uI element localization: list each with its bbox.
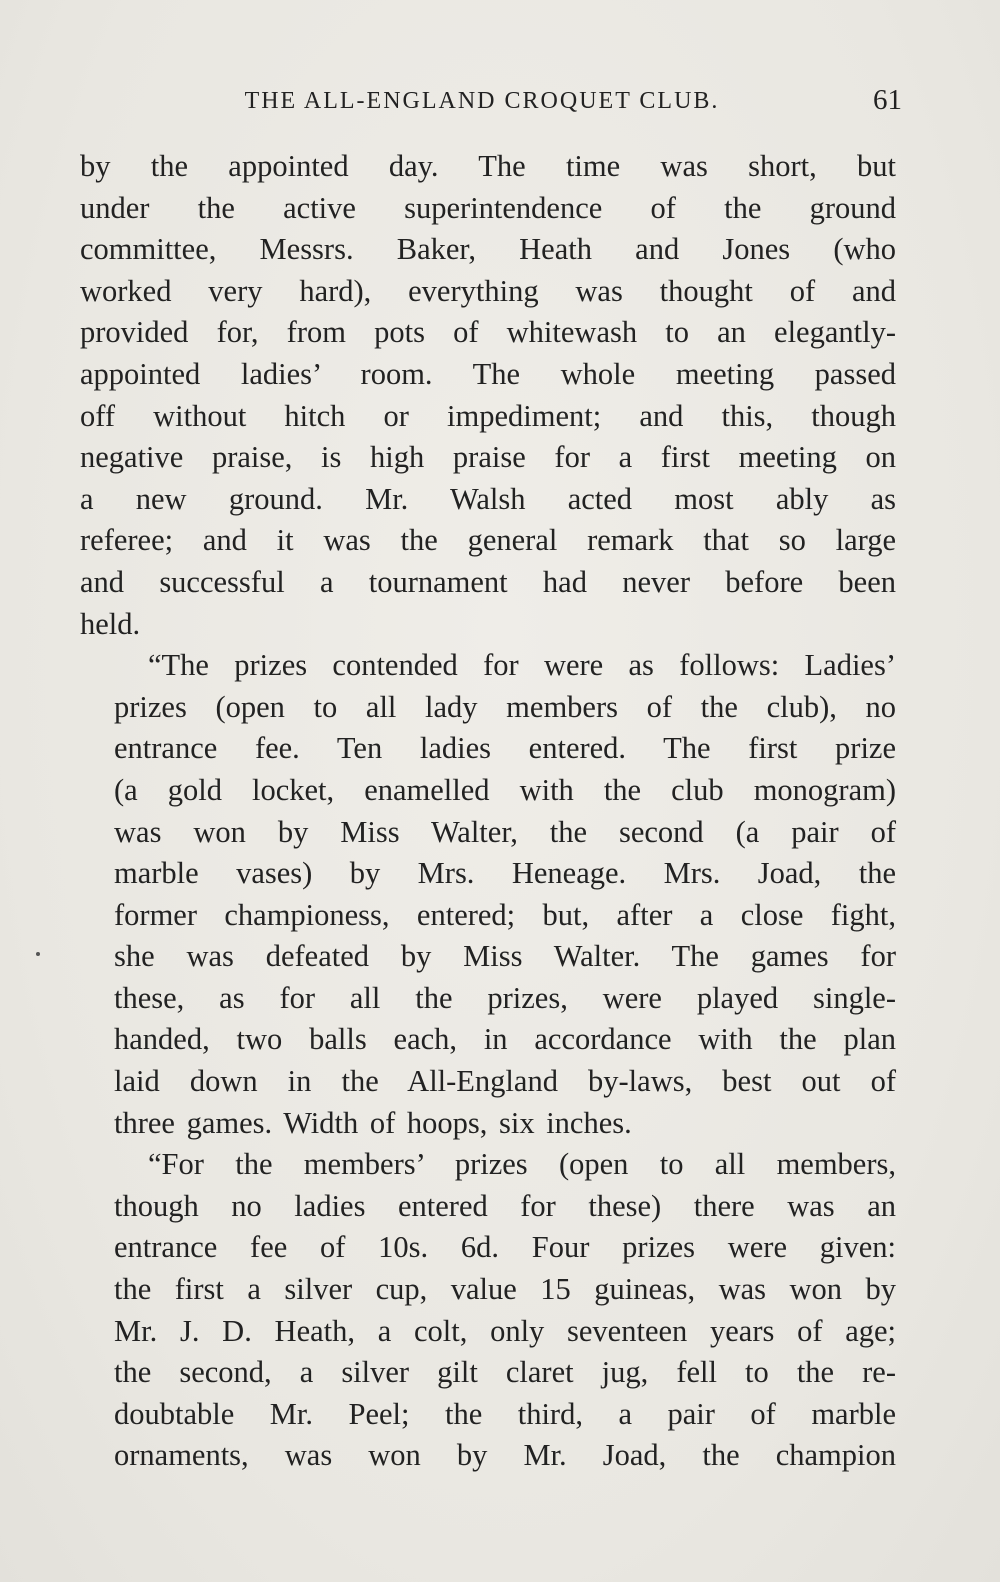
- text-line: “For the members’ prizes (open to all members,: [148, 1147, 896, 1182]
- text-line: provided for, from pots of whitewash to an elegantly-: [80, 315, 896, 350]
- page-number: 61: [873, 84, 902, 116]
- text-line: these, as for all the prizes, were played single-: [114, 980, 896, 1015]
- text-line: a new ground. Mr. Walsh acted most ably as: [80, 481, 896, 516]
- running-head: [82, 84, 902, 124]
- text-line: appointed ladies’ room. The whole meeting passed: [80, 356, 896, 391]
- text-line: handed, two balls each, in accordance with the plan: [114, 1022, 896, 1057]
- text-line: though no ladies entered for these) there was an: [114, 1188, 896, 1223]
- text-line: entrance fee. Ten ladies entered. The first prize: [114, 731, 896, 766]
- text-line: laid down in the All-England by-laws, best out of: [114, 1064, 896, 1099]
- text-line: ornaments, was won by Mr. Joad, the champion: [114, 1438, 896, 1473]
- text-line: doubtable Mr. Peel; the third, a pair of marble: [114, 1396, 896, 1431]
- body-text: [80, 146, 896, 1477]
- text-line: prizes (open to all lady members of the club), no: [114, 689, 896, 724]
- text-line: off without hitch or impediment; and this, though: [80, 398, 896, 433]
- text-line: referee; and it was the general remark that so large: [80, 523, 896, 558]
- running-title: THE ALL-ENGLAND CROQUET CLUB.: [244, 88, 720, 114]
- text-line: the first a silver cup, value 15 guineas, was won by: [114, 1272, 896, 1307]
- text-line: “The prizes contended for were as follows: Ladies’: [148, 648, 896, 683]
- paragraph-2: [80, 645, 896, 1144]
- text-line: negative praise, is high praise for a first meeting on: [80, 440, 896, 475]
- text-line: Mr. J. D. Heath, a colt, only seventeen years of age;: [114, 1313, 896, 1348]
- text-line: committee, Messrs. Baker, Heath and Jones (who: [80, 232, 896, 267]
- text-line: three games. Width of hoops, six inches.: [114, 1105, 632, 1140]
- text-line: the second, a silver gilt claret jug, fell to the re-: [114, 1355, 896, 1390]
- text-line: under the active superintendence of the ground: [80, 190, 896, 225]
- text-line: she was defeated by Miss Walter. The games for: [114, 939, 896, 974]
- paragraph-1: [80, 146, 896, 645]
- text-line: and successful a tournament had never before been: [80, 564, 896, 599]
- text-line: held.: [80, 606, 141, 641]
- text-line: (a gold locket, enamelled with the club monogram): [114, 772, 896, 807]
- text-line: worked very hard), everything was thought of and: [80, 273, 896, 308]
- paragraph-3: [80, 1144, 896, 1477]
- text-line: former championess, entered; but, after a close fight,: [114, 897, 896, 932]
- text-line: marble vases) by Mrs. Heneage. Mrs. Joad, the: [114, 856, 896, 891]
- text-line: by the appointed day. The time was short, but: [80, 149, 896, 183]
- stray-ink-mark: [36, 952, 40, 956]
- text-line: was won by Miss Walter, the second (a pair of: [114, 814, 896, 849]
- text-line: entrance fee of 10s. 6d. Four prizes were given:: [114, 1230, 896, 1265]
